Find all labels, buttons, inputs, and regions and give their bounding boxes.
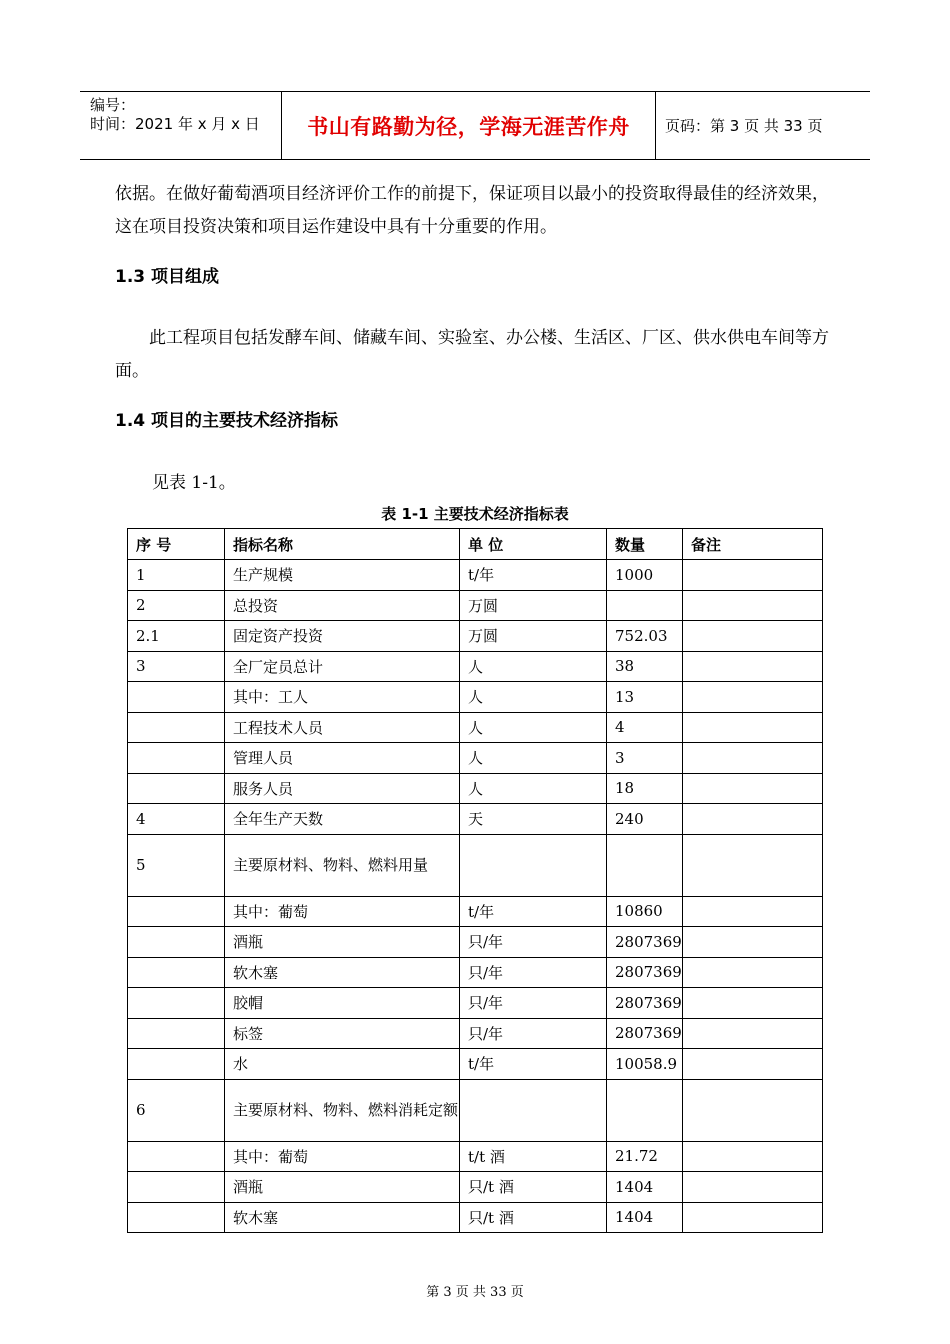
cell-name: 工程技术人员: [225, 712, 460, 743]
cell-no: [128, 743, 225, 774]
cell-note: [683, 621, 823, 652]
cell-name: 主要原材料、物料、燃料消耗定额: [225, 1079, 460, 1141]
cell-unit: [460, 1079, 607, 1141]
cell-note: [683, 988, 823, 1019]
cell-unit: 只/年: [460, 988, 607, 1019]
cell-unit: 只/t 酒: [460, 1202, 607, 1233]
table-row: [128, 621, 823, 652]
cell-unit: [460, 834, 607, 896]
cell-qty: 13: [607, 682, 683, 713]
table-row: [128, 1079, 823, 1141]
section-heading-1-3: 1.3 项目组成: [115, 267, 220, 287]
cell-qty: 38: [607, 651, 683, 682]
col-header-note: 备注: [683, 529, 823, 560]
table-caption: 表 1-1 主要技术经济指标表: [381, 505, 569, 523]
cell-unit: 人: [460, 743, 607, 774]
cell-note: [683, 896, 823, 927]
cell-note: [683, 804, 823, 835]
cell-no: [128, 1172, 225, 1203]
table-row: [128, 1018, 823, 1049]
cell-no: 6: [128, 1079, 225, 1141]
cell-no: [128, 896, 225, 927]
table-row: [128, 590, 823, 621]
cell-name: 服务人员: [225, 773, 460, 804]
cell-qty: 752.03: [607, 621, 683, 652]
table-row: [128, 834, 823, 896]
cell-no: [128, 1049, 225, 1080]
table-row: [128, 1202, 823, 1233]
cell-name: 主要原材料、物料、燃料用量: [225, 834, 460, 896]
paragraph-basis: 依据。在做好葡萄酒项目经济评价工作的前提下，保证项目以最小的投资取得最佳的经济效果，这在项目投资决策和项目运作建设中具有十分重要的作用。: [115, 184, 829, 237]
cell-note: [683, 682, 823, 713]
cell-note: [683, 773, 823, 804]
cell-unit: t/t 酒: [460, 1141, 607, 1172]
cell-no: 3: [128, 651, 225, 682]
cell-qty: 10058.9: [607, 1049, 683, 1080]
table-row: [128, 957, 823, 988]
table-row: [128, 927, 823, 958]
cell-unit: t/年: [460, 896, 607, 927]
cell-note: [683, 1079, 823, 1141]
cell-name: 其中：葡萄: [225, 1141, 460, 1172]
cell-qty: 10860: [607, 896, 683, 927]
cell-no: [128, 1141, 225, 1172]
cell-unit: 万圆: [460, 621, 607, 652]
table-row: [128, 773, 823, 804]
time-label: 时间：2021 年 x 月 x 日: [90, 115, 260, 133]
cell-qty: 2807369: [607, 927, 683, 958]
table-row: [128, 1049, 823, 1080]
cell-no: 2: [128, 590, 225, 621]
cell-name: 管理人员: [225, 743, 460, 774]
table-row: [128, 1172, 823, 1203]
cell-qty: 2807369: [607, 1018, 683, 1049]
page-footer: 第 3 页 共 33 页: [426, 1285, 524, 1300]
cell-name: 标签: [225, 1018, 460, 1049]
cell-unit: 人: [460, 773, 607, 804]
cell-qty: [607, 834, 683, 896]
page-info: 页码：第 3 页 共 33 页: [665, 117, 823, 135]
cell-qty: 240: [607, 804, 683, 835]
table-row: [128, 1141, 823, 1172]
cell-qty: 21.72: [607, 1141, 683, 1172]
cell-name: 其中：工人: [225, 682, 460, 713]
cell-no: 1: [128, 560, 225, 591]
cell-no: [128, 957, 225, 988]
cell-unit: 人: [460, 682, 607, 713]
cell-qty: [607, 590, 683, 621]
cell-qty: 18: [607, 773, 683, 804]
cell-note: [683, 560, 823, 591]
section-heading-1-4: 1.4 项目的主要技术经济指标: [115, 411, 339, 431]
table-row: [128, 804, 823, 835]
cell-name: 其中：葡萄: [225, 896, 460, 927]
paragraph-composition: 此工程项目包括发酵车间、储藏车间、实验室、办公楼、生活区、厂区、供水供电车间等方面。: [115, 328, 829, 381]
cell-qty: 2807369: [607, 988, 683, 1019]
cell-name: 生产规模: [225, 560, 460, 591]
cell-unit: t/年: [460, 1049, 607, 1080]
cell-no: 4: [128, 804, 225, 835]
table-row: [128, 743, 823, 774]
cell-no: [128, 927, 225, 958]
motto-text: 书山有路勤为径，学海无涯苦作舟: [307, 114, 630, 139]
table-header-row: [128, 529, 823, 560]
table-row: [128, 896, 823, 927]
cell-name: 酒瓶: [225, 1172, 460, 1203]
cell-unit: 只/年: [460, 927, 607, 958]
header-motto-cell: [281, 92, 656, 159]
cell-note: [683, 712, 823, 743]
table-row: [128, 651, 823, 682]
cell-note: [683, 834, 823, 896]
table-row: [128, 712, 823, 743]
number-label: 编号：: [90, 96, 136, 114]
col-header-qty: 数量: [607, 529, 683, 560]
cell-note: [683, 1141, 823, 1172]
cell-no: [128, 712, 225, 743]
cell-note: [683, 957, 823, 988]
header-page-cell: [655, 92, 870, 159]
table-row: [128, 682, 823, 713]
indicators-table: [127, 528, 823, 1233]
cell-note: [683, 651, 823, 682]
cell-note: [683, 1018, 823, 1049]
cell-name: 固定资产投资: [225, 621, 460, 652]
cell-unit: 万圆: [460, 590, 607, 621]
cell-name: 酒瓶: [225, 927, 460, 958]
col-header-no: 序 号: [128, 529, 225, 560]
cell-note: [683, 1172, 823, 1203]
cell-note: [683, 590, 823, 621]
cell-qty: 1000: [607, 560, 683, 591]
cell-qty: 2807369: [607, 957, 683, 988]
col-header-unit: 单 位: [460, 529, 607, 560]
cell-unit: 人: [460, 712, 607, 743]
table-row: [128, 560, 823, 591]
table-body: [128, 560, 823, 1233]
cell-note: [683, 1049, 823, 1080]
cell-no: [128, 773, 225, 804]
cell-no: [128, 988, 225, 1019]
cell-qty: 3: [607, 743, 683, 774]
col-header-name: 指标名称: [225, 529, 460, 560]
cell-note: [683, 1202, 823, 1233]
cell-name: 总投资: [225, 590, 460, 621]
cell-note: [683, 743, 823, 774]
cell-no: [128, 1202, 225, 1233]
table-row: [128, 988, 823, 1019]
cell-unit: 天: [460, 804, 607, 835]
cell-name: 水: [225, 1049, 460, 1080]
cell-unit: 只/年: [460, 957, 607, 988]
header-meta: [80, 92, 280, 159]
cell-qty: 4: [607, 712, 683, 743]
cell-name: 软木塞: [225, 1202, 460, 1233]
page-header: [80, 91, 870, 160]
cell-note: [683, 927, 823, 958]
cell-unit: 人: [460, 651, 607, 682]
cell-unit: 只/t 酒: [460, 1172, 607, 1203]
cell-name: 软木塞: [225, 957, 460, 988]
cell-no: 5: [128, 834, 225, 896]
cell-name: 胶帽: [225, 988, 460, 1019]
cell-qty: [607, 1079, 683, 1141]
cell-unit: 只/年: [460, 1018, 607, 1049]
cell-no: [128, 1018, 225, 1049]
cell-unit: t/年: [460, 560, 607, 591]
cell-qty: 1404: [607, 1202, 683, 1233]
see-table-text: 见表 1-1。: [152, 473, 236, 493]
cell-name: 全年生产天数: [225, 804, 460, 835]
cell-no: [128, 682, 225, 713]
cell-qty: 1404: [607, 1172, 683, 1203]
cell-no: 2.1: [128, 621, 225, 652]
cell-name: 全厂定员总计: [225, 651, 460, 682]
